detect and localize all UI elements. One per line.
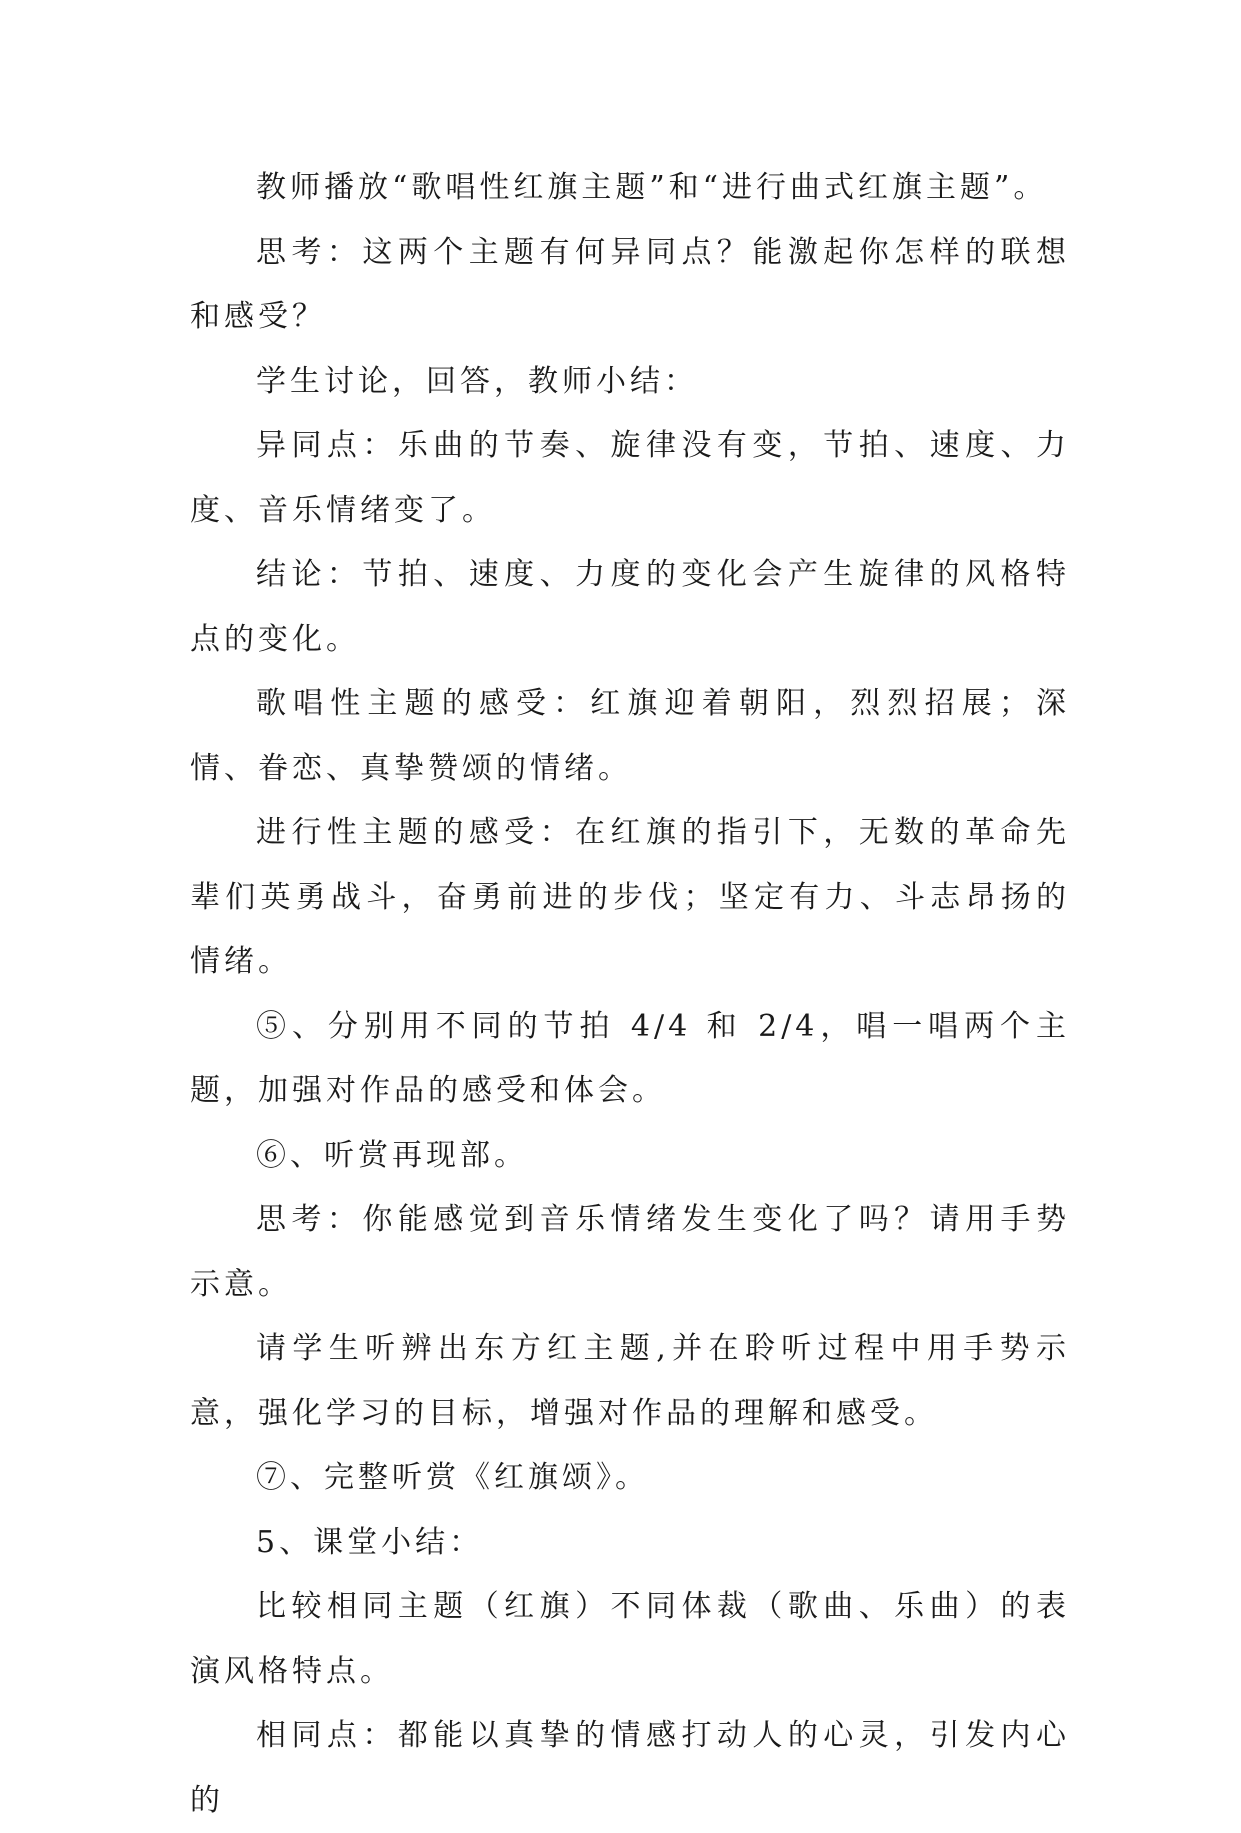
document-body	[190, 156, 1070, 1833]
paragraph-march-theme-feeling: 进行性主题的感受：在红旗的指引下，无数的革命先辈们英勇战斗，奋勇前进的步伐；坚定有力、斗志昂扬的情绪。	[190, 815, 1070, 979]
paragraph-teacher-plays-themes: 教师播放“歌唱性红旗主题”和“进行曲式红旗主题”。	[256, 170, 1048, 205]
paragraph-common-points: 相同点：都能以真挚的情感打动人的心灵，引发内心的	[190, 1718, 1070, 1818]
paragraph-student-discussion: 学生讨论，回答，教师小结：	[256, 363, 698, 399]
paragraph-similarities-differences: 异同点：乐曲的节奏、旋律没有变，节拍、速度、力度、音乐情绪变了。	[190, 428, 1070, 528]
paragraph-class-summary-heading: 5、课堂小结：	[256, 1524, 484, 1560]
paragraph-think-emotion-change: 思考：你能感觉到音乐情绪发生变化了吗？请用手势示意。	[190, 1202, 1070, 1302]
paragraph-step-6: ⑥、听赏再现部。	[256, 1137, 528, 1173]
paragraph-identify-dongfanghong: 请学生听辨出东方红主题,并在聆听过程中用手势示意，强化学习的目标，增强对作品的理解和感受。	[190, 1331, 1070, 1431]
paragraph-conclusion: 结论：节拍、速度、力度的变化会产生旋律的风格特点的变化。	[190, 557, 1070, 657]
paragraph-singing-theme-feeling: 歌唱性主题的感受：红旗迎着朝阳，烈烈招展；深情、眷恋、真挚赞颂的情绪。	[190, 686, 1070, 786]
paragraph-step-5: ⑤、分别用不同的节拍 4/4 和 2/4，唱一唱两个主题，加强对作品的感受和体会。	[190, 1008, 1070, 1108]
paragraph-think-differences: 思考：这两个主题有何异同点？能激起你怎样的联想和感受？	[190, 234, 1070, 334]
paragraph-compare-styles: 比较相同主题（红旗）不同体裁（歌曲、乐曲）的表演风格特点。	[190, 1589, 1070, 1689]
paragraph-step-7: ⑦、完整听赏《红旗颂》。	[256, 1460, 649, 1495]
